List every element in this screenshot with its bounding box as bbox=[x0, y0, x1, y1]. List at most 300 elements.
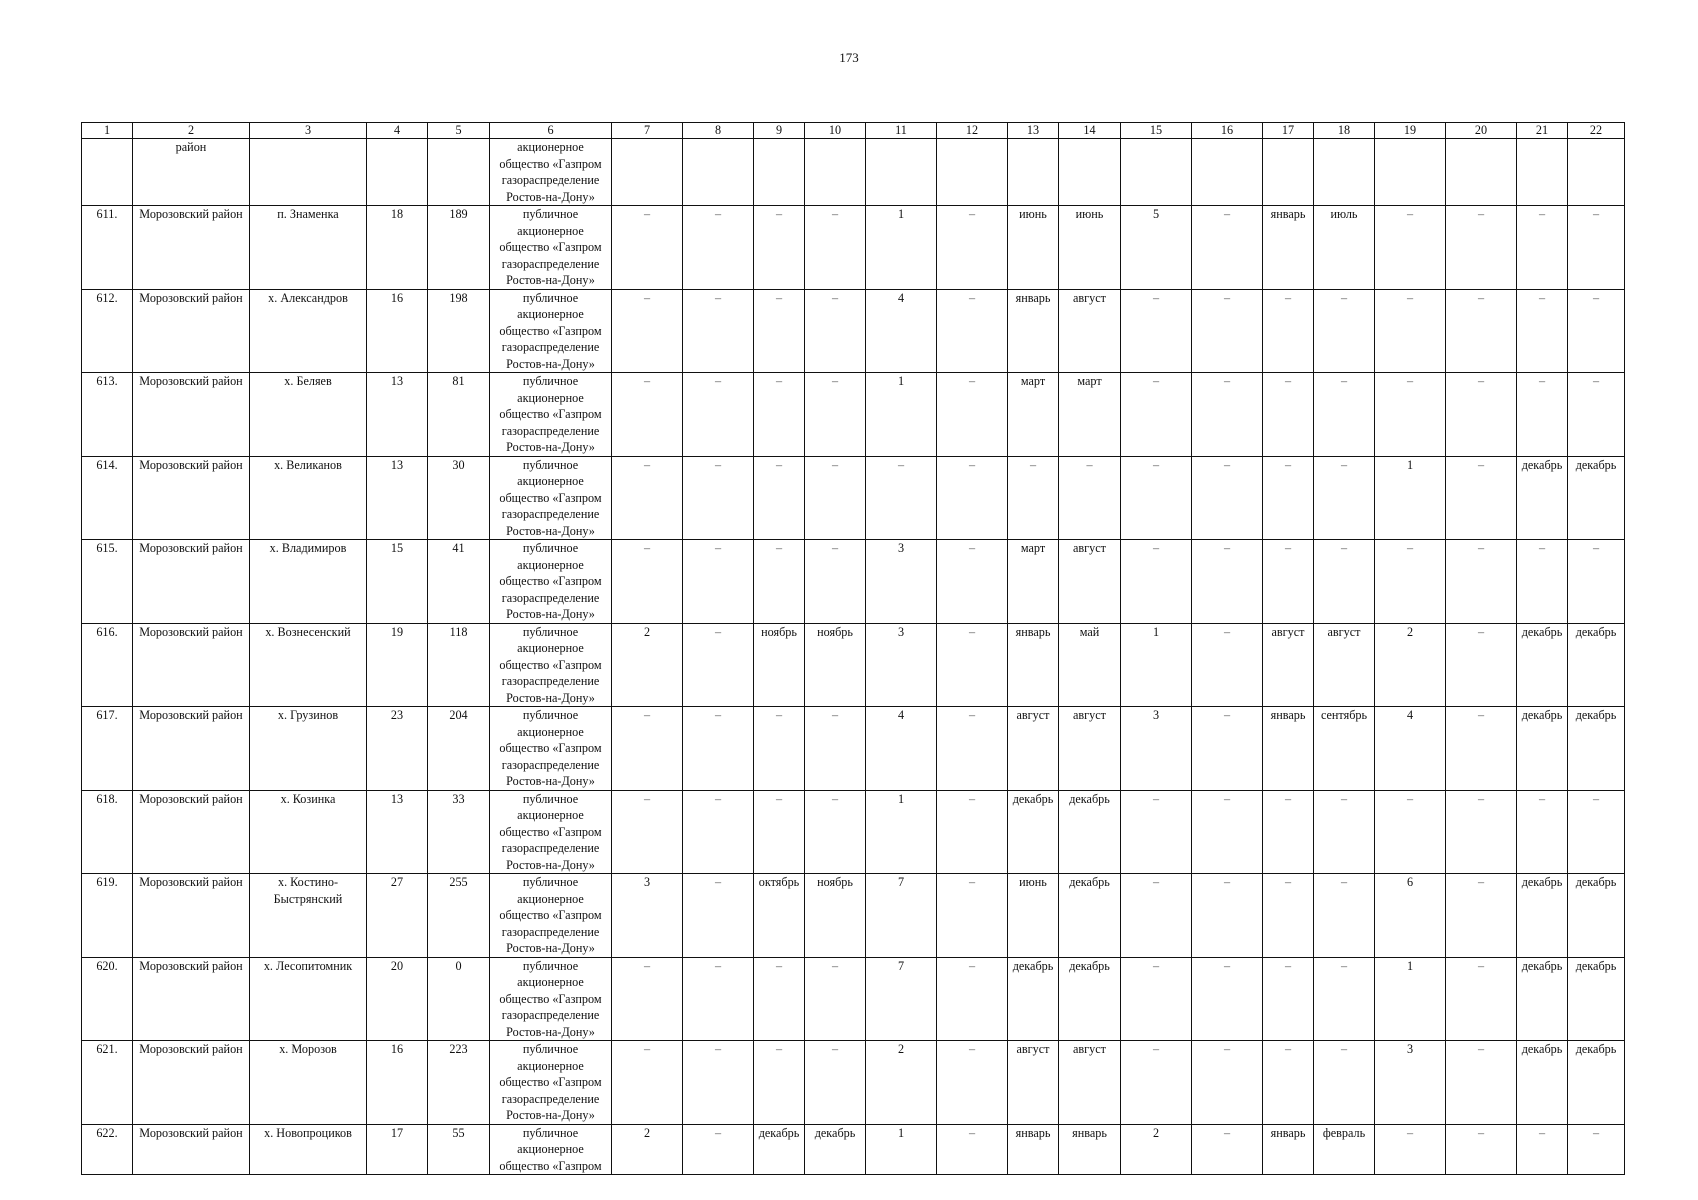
table-cell: публичное акционерное общество «Газпром газораспределение Ростов-на-Дону» bbox=[490, 957, 612, 1041]
table-cell: – bbox=[1568, 289, 1625, 373]
column-number-header: 10 bbox=[805, 123, 866, 139]
table-cell: 6 bbox=[1375, 874, 1446, 958]
cell-operator-continued: акционерное общество «Газпром газораспределение Ростов-на-Дону» bbox=[490, 139, 612, 206]
table-cell: х. Козинка bbox=[250, 790, 367, 874]
table-cell: – bbox=[1263, 373, 1314, 457]
table-cell: – bbox=[1517, 540, 1568, 624]
table-cell: публичное акционерное общество «Газпром газораспределение Ростов-на-Дону» bbox=[490, 1041, 612, 1125]
table-cell: март bbox=[1008, 540, 1059, 624]
table-cell: публичное акционерное общество «Газпром bbox=[490, 1124, 612, 1175]
cell bbox=[805, 139, 866, 206]
table-cell: 30 bbox=[428, 456, 490, 540]
table-cell: – bbox=[1263, 456, 1314, 540]
table-cell: – bbox=[1568, 206, 1625, 290]
table-cell: август bbox=[1008, 1041, 1059, 1125]
table-cell: – bbox=[1446, 1124, 1517, 1175]
table-cell: – bbox=[754, 456, 805, 540]
table-cell: 16 bbox=[367, 1041, 428, 1125]
table-cell: – bbox=[1314, 289, 1375, 373]
table-cell: 255 bbox=[428, 874, 490, 958]
table-cell: декабрь bbox=[1008, 790, 1059, 874]
table-cell: – bbox=[1121, 957, 1192, 1041]
table-row bbox=[82, 456, 1625, 540]
column-number-header: 14 bbox=[1059, 123, 1121, 139]
table-cell: 3 bbox=[866, 623, 937, 707]
table-cell: – bbox=[937, 1041, 1008, 1125]
table-cell: Морозовский район bbox=[133, 623, 250, 707]
table-cell: – bbox=[937, 540, 1008, 624]
table-cell: – bbox=[1121, 289, 1192, 373]
cell bbox=[367, 139, 428, 206]
column-number-header: 13 bbox=[1008, 123, 1059, 139]
table-cell: январь bbox=[1263, 206, 1314, 290]
table-cell: 1 bbox=[866, 790, 937, 874]
continuation-row bbox=[82, 139, 1625, 206]
table-cell: публичное акционерное общество «Газпром газораспределение Ростов-на-Дону» bbox=[490, 707, 612, 791]
table-cell: декабрь bbox=[1059, 874, 1121, 958]
table-cell: январь bbox=[1008, 289, 1059, 373]
table-cell: декабрь bbox=[1517, 623, 1568, 707]
table-cell: – bbox=[1517, 206, 1568, 290]
table-cell: – bbox=[937, 289, 1008, 373]
table-cell: 7 bbox=[866, 874, 937, 958]
table-cell: – bbox=[805, 707, 866, 791]
table-row bbox=[82, 623, 1625, 707]
table-cell: декабрь bbox=[1568, 957, 1625, 1041]
table-cell: 2 bbox=[1375, 623, 1446, 707]
table-cell: 13 bbox=[367, 790, 428, 874]
table-cell: – bbox=[1192, 874, 1263, 958]
table-cell: – bbox=[1192, 456, 1263, 540]
table-cell: – bbox=[683, 1124, 754, 1175]
table-cell: 2 bbox=[1121, 1124, 1192, 1175]
table-cell: декабрь bbox=[1008, 957, 1059, 1041]
table-cell: 0 bbox=[428, 957, 490, 1041]
table-cell: Морозовский район bbox=[133, 707, 250, 791]
table-cell: – bbox=[937, 1124, 1008, 1175]
table-cell: – bbox=[683, 206, 754, 290]
table-cell: – bbox=[805, 540, 866, 624]
table-cell: – bbox=[1446, 790, 1517, 874]
table-cell: – bbox=[754, 1041, 805, 1125]
column-number-header: 4 bbox=[367, 123, 428, 139]
table-cell: Морозовский район bbox=[133, 540, 250, 624]
table-cell: – bbox=[1446, 707, 1517, 791]
table-cell: 4 bbox=[1375, 707, 1446, 791]
table-cell: июнь bbox=[1008, 206, 1059, 290]
table-cell: – bbox=[683, 456, 754, 540]
table-cell: публичное акционерное общество «Газпром газораспределение Ростов-на-Дону» bbox=[490, 540, 612, 624]
table-cell: – bbox=[1263, 957, 1314, 1041]
cell bbox=[1568, 139, 1625, 206]
cell bbox=[82, 139, 133, 206]
table-cell: – bbox=[805, 790, 866, 874]
table-row bbox=[82, 957, 1625, 1041]
column-number-header: 1 bbox=[82, 123, 133, 139]
table-cell: 204 bbox=[428, 707, 490, 791]
table-cell: Морозовский район bbox=[133, 1124, 250, 1175]
table-cell: сентябрь bbox=[1314, 707, 1375, 791]
table-cell: – bbox=[1192, 540, 1263, 624]
table-cell: – bbox=[1192, 1041, 1263, 1125]
table-cell: – bbox=[1121, 456, 1192, 540]
table-cell: июнь bbox=[1059, 206, 1121, 290]
table-cell: декабрь bbox=[1517, 456, 1568, 540]
table-cell: 1 bbox=[866, 373, 937, 457]
table-cell: – bbox=[1192, 373, 1263, 457]
table-cell: декабрь bbox=[1517, 874, 1568, 958]
cell bbox=[1008, 139, 1059, 206]
table-row bbox=[82, 206, 1625, 290]
table-cell: август bbox=[1059, 289, 1121, 373]
table-cell: декабрь bbox=[1517, 957, 1568, 1041]
table-cell: 17 bbox=[367, 1124, 428, 1175]
table-cell: – bbox=[1517, 373, 1568, 457]
cell bbox=[1192, 139, 1263, 206]
table-cell: – bbox=[805, 957, 866, 1041]
table-cell: 1 bbox=[1375, 957, 1446, 1041]
table-cell: – bbox=[1263, 874, 1314, 958]
column-number-header: 8 bbox=[683, 123, 754, 139]
table-cell: – bbox=[683, 874, 754, 958]
table-cell: – bbox=[1446, 289, 1517, 373]
cell bbox=[1121, 139, 1192, 206]
table-cell: 3 bbox=[1375, 1041, 1446, 1125]
table-cell: 617. bbox=[82, 707, 133, 791]
cell bbox=[1059, 139, 1121, 206]
table-cell: – bbox=[1059, 456, 1121, 540]
table-cell: – bbox=[1192, 957, 1263, 1041]
table-cell: – bbox=[1192, 707, 1263, 791]
table-cell: 4 bbox=[866, 289, 937, 373]
table-cell: 5 bbox=[1121, 206, 1192, 290]
table-cell: – bbox=[683, 790, 754, 874]
table-cell: – bbox=[1314, 957, 1375, 1041]
table-cell: – bbox=[1192, 1124, 1263, 1175]
table-cell: декабрь bbox=[1517, 1041, 1568, 1125]
table-cell: – bbox=[754, 707, 805, 791]
table-cell: публичное акционерное общество «Газпром газораспределение Ростов-на-Дону» bbox=[490, 790, 612, 874]
table-cell: – bbox=[1446, 540, 1517, 624]
table-cell: – bbox=[937, 206, 1008, 290]
table-cell: – bbox=[754, 957, 805, 1041]
table-cell: август bbox=[1314, 623, 1375, 707]
table-cell: – bbox=[1263, 289, 1314, 373]
table-cell: – bbox=[1568, 540, 1625, 624]
table-cell: 618. bbox=[82, 790, 133, 874]
table-cell: 1 bbox=[1375, 456, 1446, 540]
table-cell: 613. bbox=[82, 373, 133, 457]
table-cell: – bbox=[805, 373, 866, 457]
table-cell: август bbox=[1059, 1041, 1121, 1125]
table-cell: – bbox=[1375, 289, 1446, 373]
table-cell: – bbox=[612, 373, 683, 457]
data-table bbox=[81, 122, 1625, 1175]
column-number-header: 7 bbox=[612, 123, 683, 139]
table-cell: – bbox=[1192, 623, 1263, 707]
cell bbox=[1263, 139, 1314, 206]
table-cell: – bbox=[1263, 790, 1314, 874]
table-cell: – bbox=[1008, 456, 1059, 540]
table-cell: – bbox=[612, 790, 683, 874]
table-cell: 189 bbox=[428, 206, 490, 290]
table-cell: январь bbox=[1263, 707, 1314, 791]
column-number-header: 22 bbox=[1568, 123, 1625, 139]
table-cell: – bbox=[683, 1041, 754, 1125]
table-cell: декабрь bbox=[1568, 874, 1625, 958]
table-row bbox=[82, 289, 1625, 373]
table-cell: март bbox=[1059, 373, 1121, 457]
table-cell: – bbox=[612, 957, 683, 1041]
column-number-header: 15 bbox=[1121, 123, 1192, 139]
table-cell: – bbox=[805, 206, 866, 290]
table-cell: 619. bbox=[82, 874, 133, 958]
table-cell: – bbox=[1192, 289, 1263, 373]
column-number-row bbox=[82, 123, 1625, 139]
table-cell: х. Морозов bbox=[250, 1041, 367, 1125]
column-number-header: 11 bbox=[866, 123, 937, 139]
table-cell: Морозовский район bbox=[133, 790, 250, 874]
table-cell: публичное акционерное общество «Газпром газораспределение Ростов-на-Дону» bbox=[490, 289, 612, 373]
table-cell: х. Новопроциков bbox=[250, 1124, 367, 1175]
table-cell: 16 bbox=[367, 289, 428, 373]
table-cell: – bbox=[805, 289, 866, 373]
table-row bbox=[82, 1041, 1625, 1125]
column-number-header: 6 bbox=[490, 123, 612, 139]
table-cell: – bbox=[754, 206, 805, 290]
table-cell: март bbox=[1008, 373, 1059, 457]
table-cell: 23 bbox=[367, 707, 428, 791]
table-cell: публичное акционерное общество «Газпром газораспределение Ростов-на-Дону» bbox=[490, 373, 612, 457]
table-cell: – bbox=[1121, 874, 1192, 958]
table-cell: – bbox=[805, 456, 866, 540]
table-cell: – bbox=[683, 540, 754, 624]
table-cell: декабрь bbox=[1059, 790, 1121, 874]
table-cell: январь bbox=[1008, 1124, 1059, 1175]
cell bbox=[612, 139, 683, 206]
table-cell: публичное акционерное общество «Газпром газораспределение Ростов-на-Дону» bbox=[490, 874, 612, 958]
table-cell: – bbox=[1446, 957, 1517, 1041]
table-cell: п. Знаменка bbox=[250, 206, 367, 290]
table-cell: – bbox=[754, 373, 805, 457]
column-number-header: 17 bbox=[1263, 123, 1314, 139]
table-cell: 1 bbox=[866, 1124, 937, 1175]
table-cell: – bbox=[937, 373, 1008, 457]
table-cell: – bbox=[683, 289, 754, 373]
table-cell: 1 bbox=[866, 206, 937, 290]
table-cell: – bbox=[937, 707, 1008, 791]
table-cell: Морозовский район bbox=[133, 373, 250, 457]
table-cell: х. Костино-Быстрянский bbox=[250, 874, 367, 958]
table-cell: Морозовский район bbox=[133, 206, 250, 290]
table-cell: – bbox=[1263, 540, 1314, 624]
column-number-header: 18 bbox=[1314, 123, 1375, 139]
table-cell: октябрь bbox=[754, 874, 805, 958]
table-cell: – bbox=[1568, 790, 1625, 874]
table-cell: июль bbox=[1314, 206, 1375, 290]
table-cell: май bbox=[1059, 623, 1121, 707]
table-cell: – bbox=[1314, 1041, 1375, 1125]
column-number-header: 3 bbox=[250, 123, 367, 139]
cell bbox=[1446, 139, 1517, 206]
table-cell: 3 bbox=[1121, 707, 1192, 791]
table-cell: февраль bbox=[1314, 1124, 1375, 1175]
table-cell: Морозовский район bbox=[133, 1041, 250, 1125]
table-row bbox=[82, 707, 1625, 791]
table-cell: х. Великанов bbox=[250, 456, 367, 540]
table-cell: – bbox=[1314, 540, 1375, 624]
table-cell: – bbox=[1375, 373, 1446, 457]
table-cell: август bbox=[1008, 707, 1059, 791]
table-cell: август bbox=[1059, 707, 1121, 791]
table-cell: – bbox=[1375, 540, 1446, 624]
table-cell: – bbox=[1121, 1041, 1192, 1125]
table-cell: ноябрь bbox=[754, 623, 805, 707]
table-cell: – bbox=[754, 790, 805, 874]
table-cell: – bbox=[1192, 206, 1263, 290]
column-number-header: 2 bbox=[133, 123, 250, 139]
table-cell: – bbox=[612, 1041, 683, 1125]
table-cell: – bbox=[612, 456, 683, 540]
table-cell: 81 bbox=[428, 373, 490, 457]
table-cell: Морозовский район bbox=[133, 289, 250, 373]
table-cell: – bbox=[612, 206, 683, 290]
table-cell: – bbox=[1314, 790, 1375, 874]
table-cell: – bbox=[866, 456, 937, 540]
table-cell: 118 bbox=[428, 623, 490, 707]
table-cell: 4 bbox=[866, 707, 937, 791]
table-cell: – bbox=[1263, 1041, 1314, 1125]
table-cell: – bbox=[1314, 456, 1375, 540]
table-cell: декабрь bbox=[805, 1124, 866, 1175]
table-cell: 3 bbox=[612, 874, 683, 958]
table-cell: 15 bbox=[367, 540, 428, 624]
table-cell: х. Александров bbox=[250, 289, 367, 373]
table-cell: январь bbox=[1059, 1124, 1121, 1175]
table-cell: 2 bbox=[866, 1041, 937, 1125]
table-cell: ноябрь bbox=[805, 623, 866, 707]
table-cell: – bbox=[683, 707, 754, 791]
table-cell: – bbox=[612, 707, 683, 791]
table-cell: 614. bbox=[82, 456, 133, 540]
cell bbox=[428, 139, 490, 206]
table-cell: Морозовский район bbox=[133, 957, 250, 1041]
table-cell: – bbox=[683, 957, 754, 1041]
table-cell: 19 bbox=[367, 623, 428, 707]
table-cell: – bbox=[1517, 289, 1568, 373]
table-cell: публичное акционерное общество «Газпром газораспределение Ростов-на-Дону» bbox=[490, 456, 612, 540]
table-cell: – bbox=[937, 957, 1008, 1041]
table-cell: декабрь bbox=[754, 1124, 805, 1175]
table-cell: – bbox=[1375, 1124, 1446, 1175]
cell bbox=[866, 139, 937, 206]
table-row bbox=[82, 1124, 1625, 1175]
table-cell: – bbox=[754, 289, 805, 373]
table-cell: 615. bbox=[82, 540, 133, 624]
table-cell: 1 bbox=[1121, 623, 1192, 707]
table-cell: декабрь bbox=[1568, 623, 1625, 707]
table-cell: х. Лесопитомник bbox=[250, 957, 367, 1041]
table-cell: – bbox=[1375, 206, 1446, 290]
table-cell: 621. bbox=[82, 1041, 133, 1125]
cell bbox=[754, 139, 805, 206]
cell bbox=[937, 139, 1008, 206]
table-cell: июнь bbox=[1008, 874, 1059, 958]
table-row bbox=[82, 874, 1625, 958]
column-number-header: 16 bbox=[1192, 123, 1263, 139]
table-cell: публичное акционерное общество «Газпром газораспределение Ростов-на-Дону» bbox=[490, 623, 612, 707]
table-cell: – bbox=[937, 874, 1008, 958]
table-cell: х. Беляев bbox=[250, 373, 367, 457]
column-number-header: 9 bbox=[754, 123, 805, 139]
table-cell: – bbox=[937, 456, 1008, 540]
table-cell: – bbox=[1375, 790, 1446, 874]
cell bbox=[1314, 139, 1375, 206]
table-cell: – bbox=[1446, 874, 1517, 958]
cell bbox=[1375, 139, 1446, 206]
table-cell: 27 bbox=[367, 874, 428, 958]
cell bbox=[683, 139, 754, 206]
table-cell: – bbox=[937, 790, 1008, 874]
table-cell: – bbox=[612, 289, 683, 373]
table-cell: 611. bbox=[82, 206, 133, 290]
table-row bbox=[82, 790, 1625, 874]
table-cell: х. Владимиров bbox=[250, 540, 367, 624]
table-cell: х. Вознесенский bbox=[250, 623, 367, 707]
table-cell: ноябрь bbox=[805, 874, 866, 958]
table-cell: – bbox=[1446, 623, 1517, 707]
table-cell: – bbox=[1446, 206, 1517, 290]
table-cell: х. Грузинов bbox=[250, 707, 367, 791]
column-number-header: 20 bbox=[1446, 123, 1517, 139]
table-cell: декабрь bbox=[1568, 456, 1625, 540]
table-cell: – bbox=[1314, 373, 1375, 457]
table-cell: 620. bbox=[82, 957, 133, 1041]
cell bbox=[250, 139, 367, 206]
table-cell: 2 bbox=[612, 623, 683, 707]
table-cell: – bbox=[1314, 874, 1375, 958]
table-cell: 13 bbox=[367, 373, 428, 457]
table-cell: 2 bbox=[612, 1124, 683, 1175]
table-cell: – bbox=[1568, 1124, 1625, 1175]
column-number-header: 21 bbox=[1517, 123, 1568, 139]
table-cell: январь bbox=[1008, 623, 1059, 707]
table-cell: – bbox=[683, 623, 754, 707]
table-cell: 612. bbox=[82, 289, 133, 373]
table-cell: 3 bbox=[866, 540, 937, 624]
table-cell: 7 bbox=[866, 957, 937, 1041]
table-cell: – bbox=[1446, 1041, 1517, 1125]
table-cell: декабрь bbox=[1517, 707, 1568, 791]
table-cell: – bbox=[1568, 373, 1625, 457]
table-cell: – bbox=[612, 540, 683, 624]
table-row bbox=[82, 373, 1625, 457]
page-number: 173 bbox=[839, 50, 859, 65]
table-cell: 622. bbox=[82, 1124, 133, 1175]
table-cell: январь bbox=[1263, 1124, 1314, 1175]
table-cell: – bbox=[1446, 373, 1517, 457]
table-cell: 18 bbox=[367, 206, 428, 290]
table-cell: 13 bbox=[367, 456, 428, 540]
table-cell: – bbox=[754, 540, 805, 624]
table-cell: – bbox=[683, 373, 754, 457]
table-cell: – bbox=[1192, 790, 1263, 874]
table-cell: – bbox=[1121, 540, 1192, 624]
cell bbox=[1517, 139, 1568, 206]
table-cell: – bbox=[1121, 790, 1192, 874]
table-cell: декабрь bbox=[1568, 1041, 1625, 1125]
table-cell: август bbox=[1059, 540, 1121, 624]
